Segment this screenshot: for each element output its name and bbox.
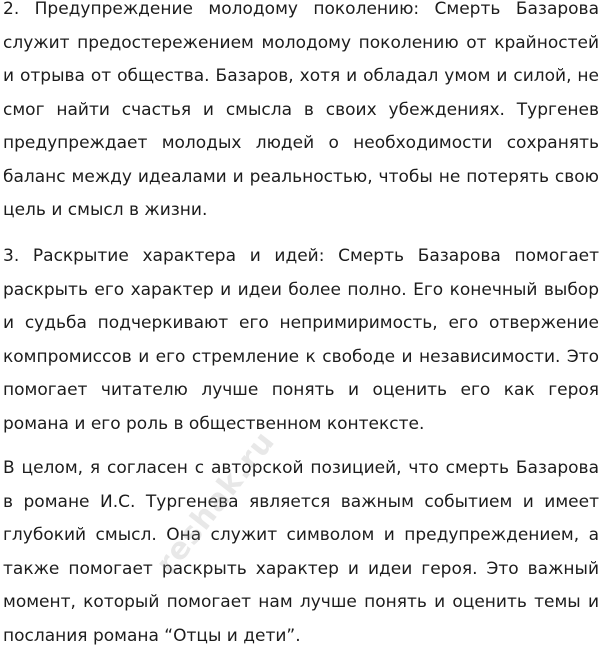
paragraph-conclusion: В целом, я согласен с авторской позицией, что смерть Базарова в романе И.С. Тургенева является важным событием и имеет глубокий смысл. Она служит символом и предупреждением, а также помогает раскрыть характер и идеи героя. Это важный момент, который помогает нам лучше понять и оценить темы и послания романа “Отцы и дети”. [3,458,599,646]
paragraph-character-reveal: 3. Раскрытие характера и идей: Смерть Базарова помогает раскрыть его характер и идеи более полно. Его конечный выбор и судьба подчеркивают его непримиримость, его отвержение компромиссов и его стремление к свободе и независимости. Это помогает читателю лучше понять и оценить его как героя романа и его роль в общественном контексте. [3,246,599,434]
watermark-logo: reshak.ru [149,424,283,581]
paragraph-warning-young-generation: 2. Предупреждение молодому поколению: Смерть Базарова служит предостережением молодому поколению от крайностей и отрыва от общества. Базаров, хотя и обладал умом и силой, не смог найти счастья и смысла в своих убеждениях. Тургенев предупреждает молодых людей о необходимости сохранять баланс между идеалами и реальностью, чтобы не потерять свою цель и смысл в жизни. [3,0,599,220]
